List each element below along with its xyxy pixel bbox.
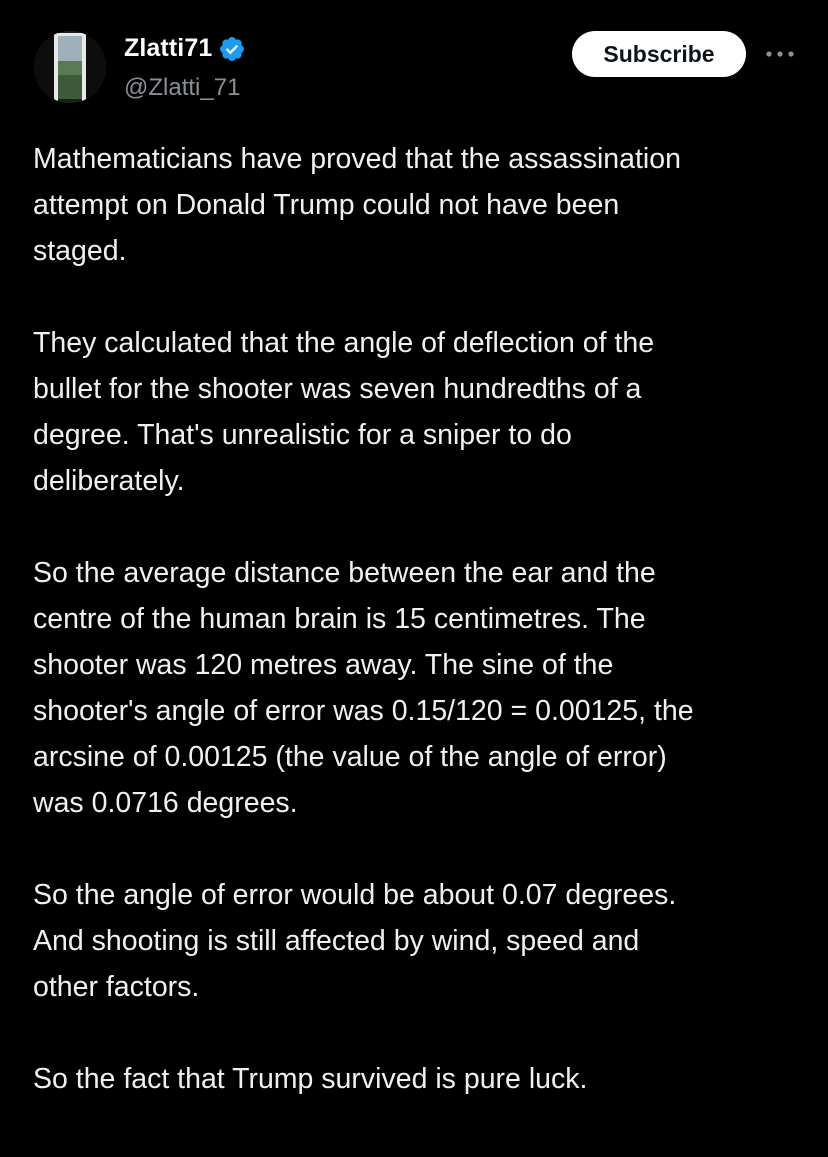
tweet-paragraph: So the average distance between the ear and the centre of the human brain is 15 centimetres. The shooter was 120 metres away. The sine of the shooter's angle of error was 0.15/120 = 0.00125, the arcsine of 0.00125 (the value of the angle of error) was 0.0716 degrees.: [33, 557, 694, 819]
tweet-text: [33, 136, 805, 1102]
author-display-name[interactable]: Zlatti71: [124, 34, 213, 62]
avatar-image: [34, 31, 106, 103]
author-handle[interactable]: @Zlatti_71: [124, 74, 241, 101]
avatar[interactable]: [34, 31, 106, 103]
tweet-paragraph: They calculated that the angle of deflection of the bullet for the shooter was seven hundredths of a degree. That's unrealistic for a sniper to do deliberately.: [33, 327, 655, 497]
subscribe-button[interactable]: Subscribe: [572, 31, 746, 77]
tweet-paragraph: So the fact that Trump survived is pure luck.: [33, 1063, 588, 1095]
tweet-header: [0, 0, 828, 120]
author-name-row[interactable]: [124, 34, 246, 63]
tweet-paragraph: So the angle of error would be about 0.07 degrees. And shooting is still affected by wind, speed and other factors.: [33, 879, 677, 1003]
more-horizontal-icon[interactable]: [764, 44, 796, 64]
tweet-paragraph: Mathematicians have proved that the assassination attempt on Donald Trump could not have been staged.: [33, 143, 681, 267]
verified-badge-icon: [218, 35, 246, 63]
